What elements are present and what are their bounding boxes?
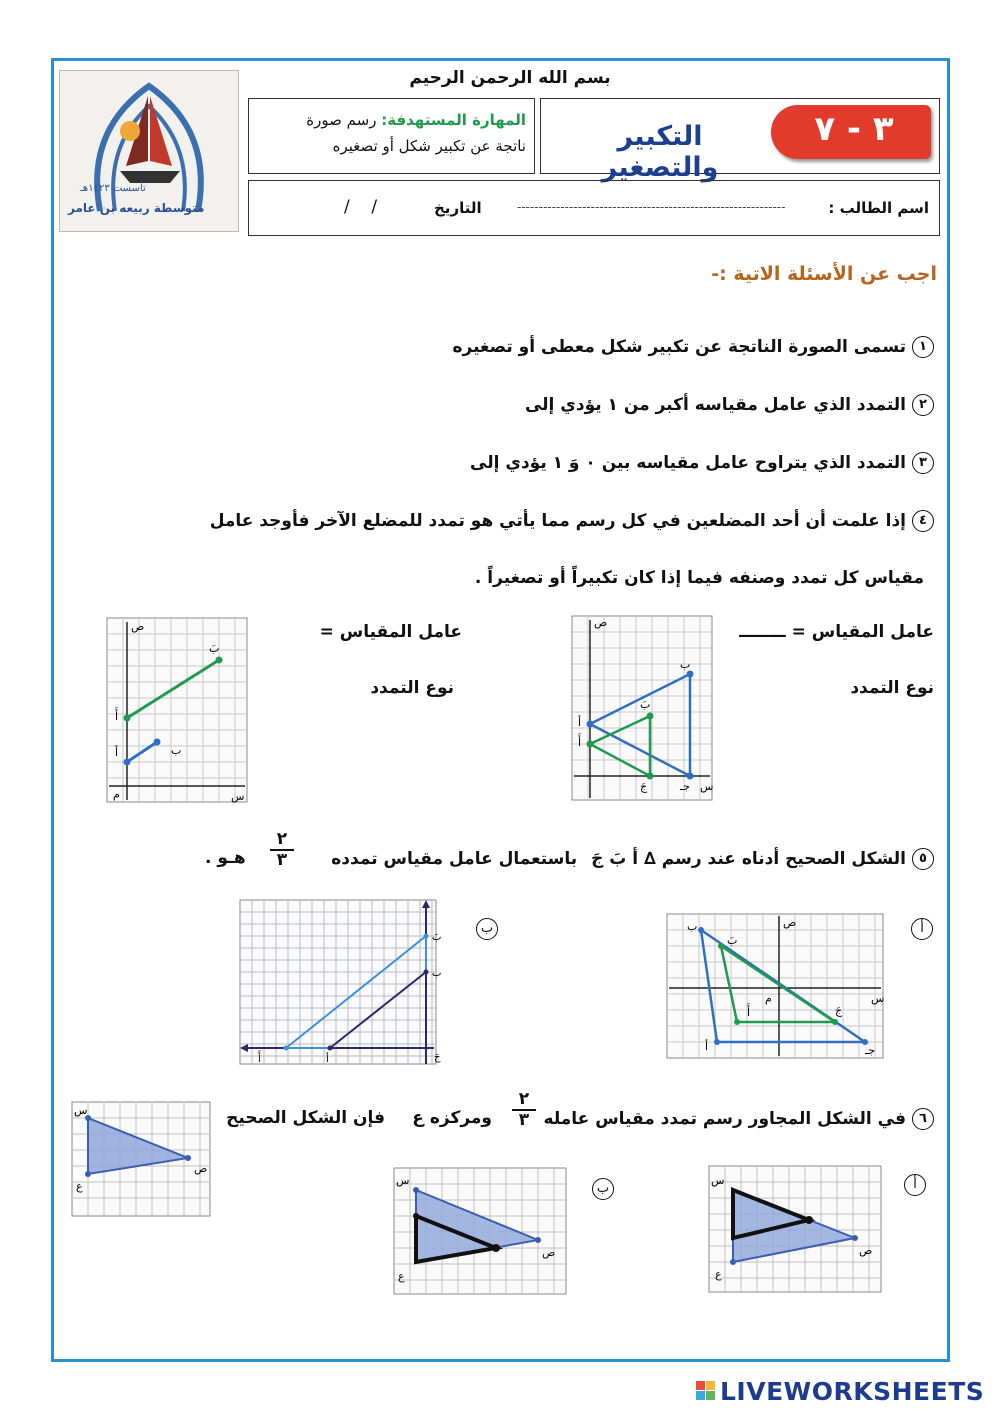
- q5a-label-C-prime: جَ: [835, 1004, 843, 1017]
- question-3-text: التمدد الذي يتراوح عامل مقياسه بين ٠ وَ ١ يؤدي إلى: [470, 453, 906, 473]
- q5b-label-A: أ: [326, 1054, 329, 1065]
- student-info-box: [248, 180, 940, 236]
- skill-label: المهارة المستهدفة:: [381, 111, 526, 129]
- q4l-label-origin: م: [113, 788, 120, 801]
- q6-choice-a[interactable]: أ: [904, 1174, 926, 1196]
- q4r-label-A-prime: أَ: [578, 736, 582, 749]
- q6-reference-graph: [70, 1100, 212, 1218]
- q6b-label-Ain: ع: [398, 1270, 405, 1283]
- instructions: اجب عن الأسئلة الاتية :-: [711, 263, 937, 285]
- q6a-label-Ain: ع: [715, 1268, 722, 1281]
- q4r-label-A: أ: [578, 716, 582, 729]
- basmala: بسم الله الرحمن الرحيم: [409, 68, 611, 88]
- q4-right-scale-label: عامل المقياس =: [791, 622, 934, 642]
- q5b-label-B-prime: بَ: [432, 932, 442, 943]
- q6ref-label-Ain: ع: [76, 1180, 83, 1193]
- q5a-label-y: ص: [783, 916, 797, 929]
- q5-choice-a[interactable]: أ: [911, 918, 933, 940]
- logo-text-2: متوسطة ربيعه بن عامر: [68, 201, 205, 215]
- q5a-label-origin: م: [765, 992, 772, 1005]
- q4l-label-y: ص: [131, 620, 145, 633]
- q5b-label-B: ب: [432, 968, 442, 979]
- q4-left-graph: [103, 614, 253, 804]
- question-2: [525, 394, 934, 416]
- question-6-frac-den: ٣: [518, 1110, 530, 1130]
- q4-right-type-label: نوع التمدد: [850, 678, 934, 698]
- q6b-label-S: س: [396, 1174, 410, 1187]
- q4-right-scale: [739, 622, 934, 642]
- q4r-label-x: س: [700, 780, 714, 793]
- q5a-label-B-prime: بَ: [727, 934, 738, 947]
- q5-choice-b[interactable]: ب: [476, 918, 498, 940]
- date-label: التاريخ: [434, 199, 482, 217]
- question-5-number: ٥: [912, 848, 934, 870]
- q4r-label-C: جـ: [680, 780, 691, 793]
- q4l-label-A: أ: [115, 746, 119, 759]
- skill-text-2: ناتجة عن تكبير شكل أو تصغيره: [332, 137, 526, 155]
- skill-text-1: رسم صورة: [306, 111, 377, 129]
- question-6-text-b: ومركزه ع: [412, 1108, 492, 1128]
- q6ref-label-Sad: ص: [194, 1162, 208, 1175]
- q5-graph-a: [665, 912, 885, 1060]
- q4-left-type-label: نوع التمدد: [370, 678, 454, 698]
- q4l-label-A-prime: أَ: [115, 710, 119, 723]
- question-4-number: ٤: [912, 510, 934, 532]
- question-2-text: التمدد الذي عامل مقياسه أكبر من ١ يؤدي إلى: [524, 395, 906, 415]
- q5-graph-b: [238, 898, 460, 1068]
- liveworksheets-watermark: LIVEWORKSHEETS: [720, 1377, 985, 1406]
- question-6-frac-num: ٢: [512, 1090, 536, 1111]
- q5b-label-A-prime: أَ: [258, 1054, 261, 1065]
- q6a-label-S: س: [711, 1174, 725, 1187]
- q5a-label-A: أ: [705, 1040, 709, 1053]
- q5a-label-A-prime: أَ: [747, 1006, 751, 1019]
- q4r-label-B-prime: بَ: [640, 698, 651, 711]
- question-6-fraction: [512, 1090, 536, 1130]
- lesson-title: التكبير والتصغير: [601, 121, 719, 183]
- question-5-fraction: [270, 830, 294, 870]
- q6a-label-Sad: ص: [859, 1244, 873, 1257]
- question-1-text: تسمى الصورة الناتجة عن تكبير شكل معطى أو تصغيره: [452, 337, 906, 357]
- q6ref-label-S: س: [74, 1104, 88, 1117]
- question-5-text-c: باستعمال عامل مقياس تمدده: [331, 849, 578, 869]
- question-6: [544, 1108, 934, 1130]
- date-field[interactable]: / /: [344, 197, 378, 217]
- q5a-label-C: جـ: [865, 1044, 876, 1057]
- lesson-number: ٣ - ٧: [814, 109, 894, 149]
- question-3: [470, 452, 934, 474]
- question-4-text-2: مقياس كل تمدد وصنفه فيما إذا كان تكبيراً أو تصغيراً .: [474, 568, 924, 588]
- q4r-label-C-prime: جَ: [640, 780, 648, 793]
- question-4-text-1: إذا علمت أن أحد المضلعين في كل رسم مما يأتي هو تمدد للمضلع الآخر فأوجد عامل: [209, 511, 906, 531]
- q5b-label-C: جَ: [434, 1052, 441, 1063]
- q6-graph-b: [392, 1166, 568, 1296]
- student-name-label: اسم الطالب :: [828, 199, 929, 217]
- question-5: [331, 848, 934, 870]
- q4r-label-y: ص: [594, 616, 608, 629]
- liveworksheets-logo: [696, 1381, 716, 1401]
- skill-line-1: [306, 111, 526, 129]
- q5a-label-x: س: [871, 992, 885, 1005]
- question-5-text-a: الشكل الصحيح أدناه عند رسم: [661, 849, 906, 869]
- question-4: [210, 510, 934, 532]
- skill-box: [248, 98, 535, 174]
- q5a-label-B: ب: [687, 920, 698, 933]
- question-6-text-c: فإن الشكل الصحيح: [226, 1108, 385, 1128]
- q6-graph-a: [707, 1164, 883, 1294]
- question-6-number: ٦: [912, 1108, 934, 1130]
- lesson-title-box: [540, 98, 940, 183]
- q6-choice-b[interactable]: ب: [592, 1178, 614, 1200]
- question-1-number: ١: [912, 336, 934, 358]
- q4-right-graph: [568, 612, 718, 802]
- q4l-label-B: ب: [171, 744, 182, 757]
- question-5-text-d: هـو .: [205, 848, 246, 868]
- student-name-field[interactable]: --------------------------------------------------------------: [517, 200, 786, 214]
- question-5-triangle: ∆: [644, 849, 656, 869]
- q4-right-scale-blank[interactable]: ــــــــ: [739, 622, 786, 642]
- q4-left-scale-label: عامل المقياس =: [319, 622, 462, 642]
- q6b-label-Sad: ص: [542, 1246, 556, 1259]
- q4l-label-x: س: [231, 790, 245, 803]
- question-6-text-a: في الشكل المجاور رسم تمدد مقياس عامله: [543, 1109, 906, 1129]
- q4l-label-B-prime: بَ: [209, 642, 220, 655]
- school-logo: [59, 70, 239, 232]
- question-5-text-b: أ بَ جَ: [591, 849, 639, 869]
- question-5-frac-den: ٣: [276, 850, 288, 870]
- question-3-number: ٣: [912, 452, 934, 474]
- logo-text-1: تأسست ١٤٢٣هـ: [80, 183, 146, 194]
- q4r-label-B: ب: [680, 658, 691, 671]
- question-2-number: ٢: [912, 394, 934, 416]
- question-1: [452, 336, 934, 358]
- question-5-frac-num: ٢: [270, 830, 294, 851]
